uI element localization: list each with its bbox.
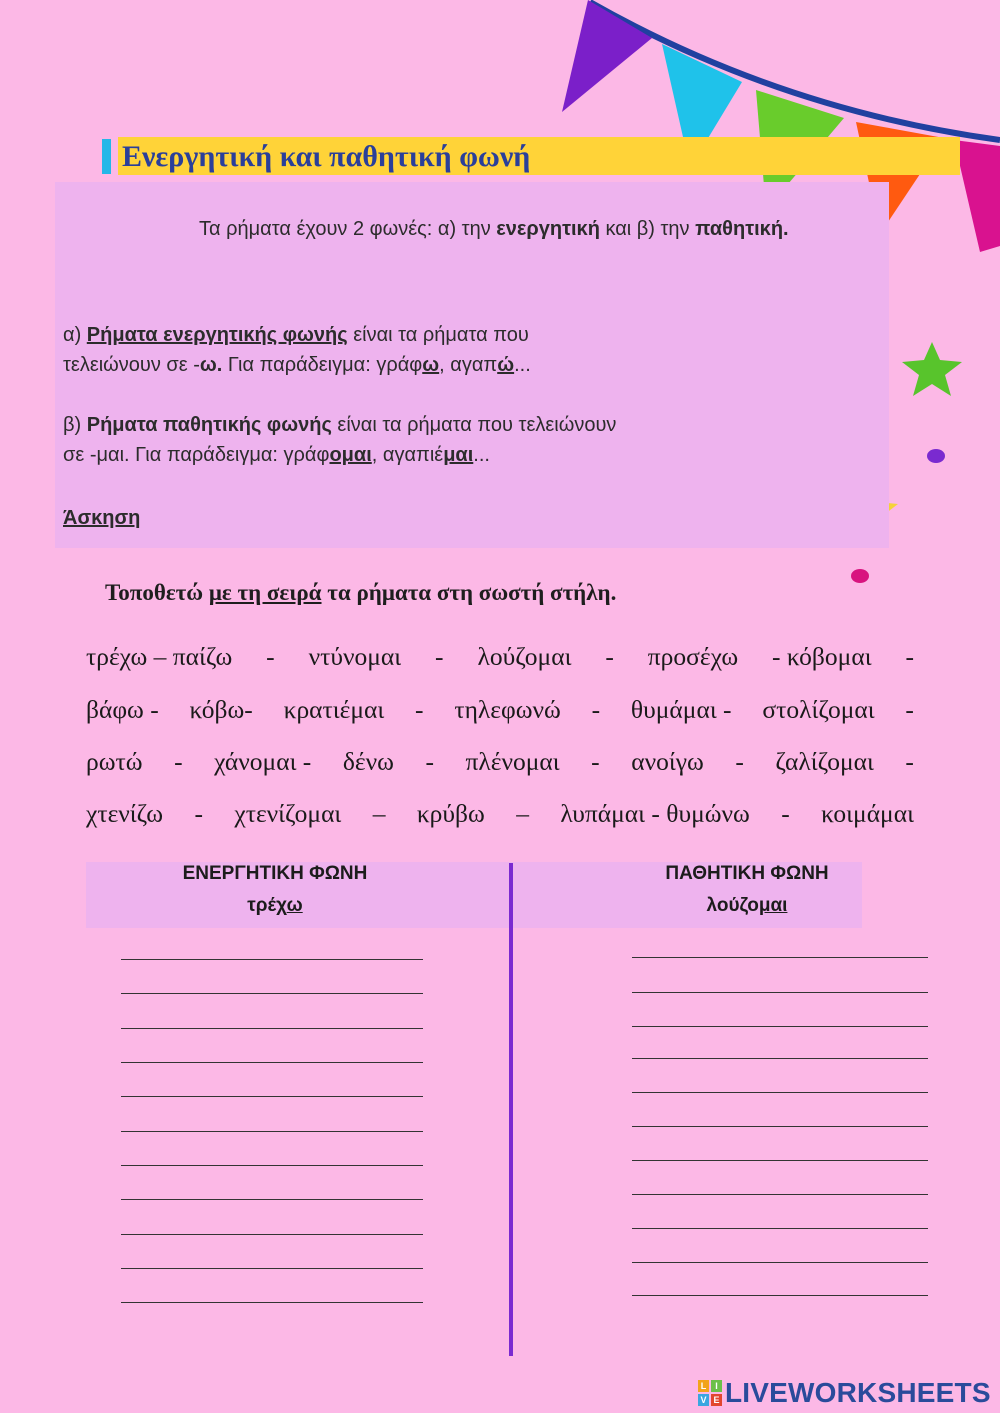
word-bank-token: - bbox=[194, 799, 203, 828]
active-voice-answer-line[interactable] bbox=[121, 1282, 423, 1303]
confetti-dot bbox=[851, 569, 869, 583]
word-bank-token: ρωτώ bbox=[86, 747, 143, 776]
word-bank-token: - bbox=[605, 642, 614, 671]
word-bank-token: - bbox=[905, 695, 914, 724]
word-bank-token: κόβω- bbox=[189, 695, 253, 724]
word-bank-token: – bbox=[516, 799, 529, 828]
bunting-flag-purple bbox=[562, 0, 652, 112]
word-bank-token: – bbox=[372, 799, 386, 828]
confetti-dot bbox=[927, 449, 945, 463]
star-green bbox=[902, 342, 962, 396]
active-voice-answer-line[interactable] bbox=[121, 1179, 423, 1200]
title-accent-stripe bbox=[102, 139, 111, 174]
active-column-heading: ΕΝΕΡΓΗΤΙΚΗ ΦΩΝΗ τρέχω bbox=[182, 863, 368, 916]
word-bank-token: - bbox=[735, 747, 744, 776]
word-bank-token: κρατιέμαι bbox=[283, 695, 385, 724]
word-bank-token: - bbox=[591, 695, 601, 724]
passive-voice-answer-line[interactable] bbox=[632, 1106, 928, 1127]
exercise-instruction: Τοποθετώ με τη σειρά τα ρήματα στη σωστή στήλη. bbox=[105, 580, 617, 605]
passive-voice-answer-line[interactable] bbox=[632, 972, 928, 993]
word-bank-line-4 bbox=[86, 799, 914, 829]
active-voice-answer-line[interactable] bbox=[121, 1111, 423, 1132]
word-bank-token: πλένομαι bbox=[465, 747, 560, 776]
word-bank-token: τρέχω – παίζω bbox=[86, 642, 233, 671]
active-voice-answer-line[interactable] bbox=[121, 973, 423, 994]
passive-voice-answer-line[interactable] bbox=[632, 1038, 928, 1059]
word-bank-token: ντύνομαι bbox=[308, 642, 402, 671]
bunting-flag-magenta bbox=[954, 140, 1000, 252]
word-bank-line-3 bbox=[86, 747, 914, 777]
word-bank-token: - κόβομαι bbox=[772, 642, 872, 671]
word-bank-token: θυμάμαι - bbox=[630, 695, 732, 724]
word-bank-token: - bbox=[415, 695, 424, 724]
active-voice-answer-line[interactable] bbox=[121, 939, 423, 960]
word-bank-token: ανοίγω bbox=[631, 747, 704, 776]
exercise-label: Άσκηση bbox=[63, 507, 141, 529]
active-voice-answer-line[interactable] bbox=[121, 1248, 423, 1269]
passive-voice-answer-line[interactable] bbox=[632, 1006, 928, 1027]
word-bank-token: ζαλίζομαι bbox=[775, 747, 874, 776]
word-bank-token: - bbox=[174, 747, 183, 776]
word-bank-token: στολίζομαι bbox=[762, 695, 875, 724]
active-voice-answer-line[interactable] bbox=[121, 1076, 423, 1097]
active-voice-answer-line[interactable] bbox=[121, 1214, 423, 1235]
word-bank-token: λυπάμαι - θυμώνω bbox=[560, 799, 750, 828]
active-voice-answer-line[interactable] bbox=[121, 1008, 423, 1029]
column-divider bbox=[509, 863, 513, 1356]
passive-voice-answer-line[interactable] bbox=[632, 937, 928, 958]
word-bank-token: - bbox=[425, 747, 434, 776]
passive-column-heading: ΠΑΘΗΤΙΚΗ ΦΩΝΗ λούζομαι bbox=[665, 863, 829, 916]
passive-voice-answer-line[interactable] bbox=[632, 1208, 928, 1229]
word-bank-token: προσέχω bbox=[647, 642, 739, 671]
word-bank-token: - bbox=[591, 747, 600, 776]
word-bank-token: - bbox=[781, 799, 790, 828]
brand-footer bbox=[698, 1377, 991, 1409]
word-bank-token: - bbox=[905, 642, 914, 671]
passive-voice-answer-line[interactable] bbox=[632, 1072, 928, 1093]
page-title: Ενεργητική και παθητική φωνή bbox=[122, 140, 531, 173]
word-bank-token: βάφω - bbox=[86, 695, 159, 724]
word-bank-token: δένω bbox=[342, 747, 394, 776]
passive-voice-answer-line[interactable] bbox=[632, 1275, 928, 1296]
word-bank-token: χτενίζομαι bbox=[234, 799, 342, 828]
brand-name: LIVEWORKSHEETS bbox=[725, 1377, 991, 1408]
word-bank-token: - bbox=[435, 642, 444, 671]
passive-voice-definition: β) Ρήματα παθητικής φωνής είναι τα ρήματα που τελειώνουν σε -μαι. Για παράδειγμα: γράφομαι, αγαπιέμαι... bbox=[63, 414, 617, 466]
brand-logo-icon: L I V E bbox=[698, 1380, 722, 1406]
word-bank-line-2 bbox=[86, 695, 914, 725]
active-voice-definition: α) Ρήματα ενεργητικής φωνής είναι τα ρήματα που τελειώνουν σε -ω. Για παράδειγμα: γράφω, αγαπώ... bbox=[63, 324, 531, 376]
word-bank-token: λούζομαι bbox=[477, 642, 572, 671]
word-bank-token: κρύβω bbox=[416, 799, 485, 828]
passive-voice-answer-line[interactable] bbox=[632, 1174, 928, 1195]
active-voice-answer-line[interactable] bbox=[121, 1145, 423, 1166]
word-bank-token: - bbox=[905, 747, 914, 776]
word-bank-token: τηλεφωνώ bbox=[454, 695, 561, 724]
word-bank-token: χάνομαι - bbox=[214, 747, 312, 776]
word-bank-token: - bbox=[266, 642, 275, 671]
passive-voice-answer-line[interactable] bbox=[632, 1242, 928, 1263]
intro-sentence: Τα ρήματα έχουν 2 φωνές: α) την ενεργητική και β) την παθητική. bbox=[199, 218, 789, 240]
word-bank-token: κοιμάμαι bbox=[821, 799, 914, 828]
active-voice-answer-line[interactable] bbox=[121, 1042, 423, 1063]
word-bank-token: χτενίζω bbox=[86, 799, 164, 828]
passive-voice-answer-line[interactable] bbox=[632, 1140, 928, 1161]
word-bank-line-1 bbox=[86, 642, 914, 672]
